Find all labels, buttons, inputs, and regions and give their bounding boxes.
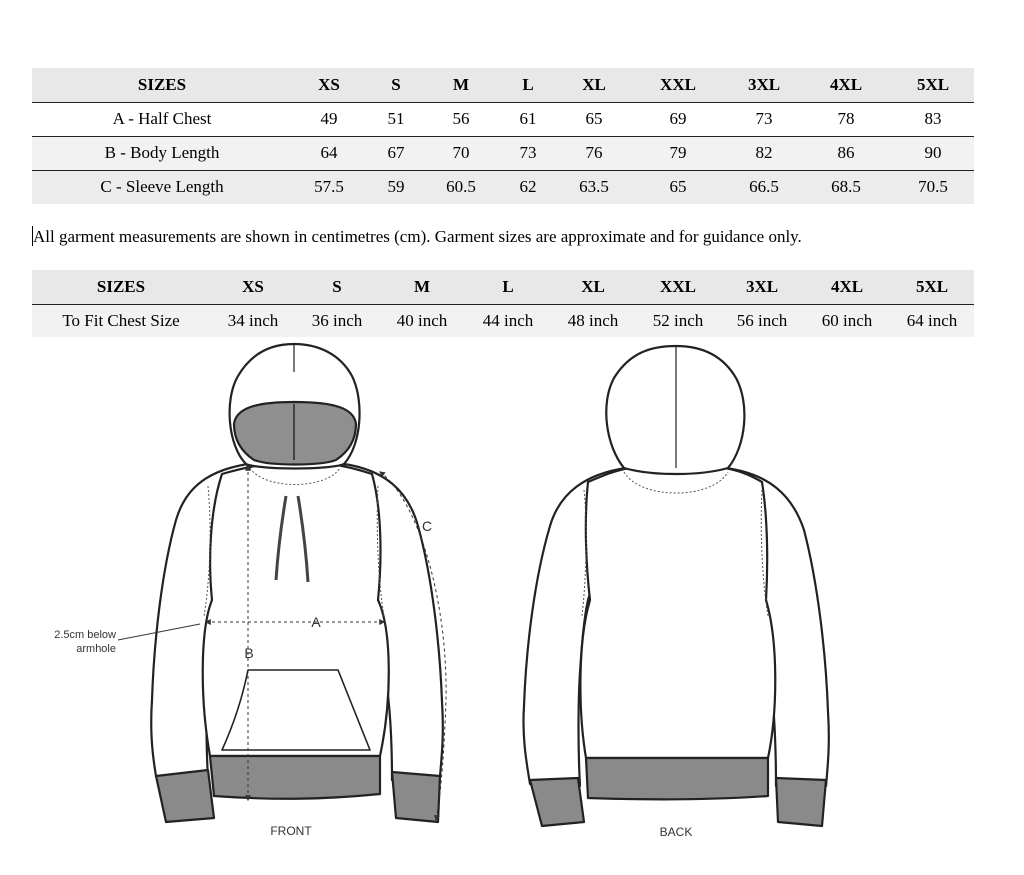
front-hoodie-illustration (151, 344, 443, 822)
garment-measurements-table (32, 68, 974, 204)
front-left-cuff (156, 770, 214, 822)
measurement-note (32, 226, 802, 247)
front-caption: FRONT (270, 824, 312, 838)
front-hood-lining (234, 402, 356, 465)
back-hoodie-illustration (523, 346, 828, 826)
table-cell: 60 inch (821, 310, 873, 330)
table-cell: 36 inch (311, 310, 363, 330)
size-header: 4XL (800, 68, 892, 102)
table-cell: 64 inch (906, 310, 958, 330)
table-row (32, 170, 974, 204)
table-cell: 63.5 (560, 170, 628, 204)
table-cell: 73 (755, 109, 773, 128)
row-label: B - Body Length (32, 136, 292, 170)
table-cell: 70 (426, 136, 496, 170)
table-cell: 34 inch (227, 310, 279, 330)
size-header: 3XL (728, 68, 800, 102)
table-cell: 56 (452, 109, 470, 128)
size-header: L (466, 270, 550, 304)
table-cell: 79 (628, 136, 728, 170)
table-cell: 78 (837, 109, 855, 128)
table-cell: 61 (519, 109, 537, 128)
size-header: 3XL (720, 270, 804, 304)
table-cell: 64 (292, 136, 366, 170)
table-cell: 66.5 (728, 170, 800, 204)
sizes-header: SIZES (32, 68, 292, 102)
size-header: 5XL (892, 68, 974, 102)
label-a: A (311, 614, 321, 630)
table-cell: 90 (892, 136, 974, 170)
back-waistband (586, 758, 768, 799)
table-cell: 59 (366, 170, 426, 204)
row-label: To Fit Chest Size (62, 310, 180, 330)
size-header: XS (210, 270, 296, 304)
size-header: XXL (628, 68, 728, 102)
table-cell: 40 inch (396, 310, 448, 330)
table-cell: 56 inch (736, 310, 788, 330)
table-row (32, 304, 974, 337)
table-cell: 76 (560, 136, 628, 170)
table-cell: 57.5 (292, 170, 366, 204)
table-cell: 48 inch (567, 310, 619, 330)
back-left-cuff (530, 778, 584, 826)
back-caption: BACK (659, 825, 693, 839)
size-header: L (496, 68, 560, 102)
table-cell: 82 (728, 136, 800, 170)
front-right-cuff (392, 772, 440, 822)
back-right-cuff (776, 778, 826, 826)
table-cell: 67 (366, 136, 426, 170)
size-header: M (426, 68, 496, 102)
front-body (203, 464, 389, 756)
size-header: XS (292, 68, 366, 102)
table-cell: 83 (924, 109, 942, 128)
table-cell: 68.5 (800, 170, 892, 204)
armhole-note-line1: 2.5cm below (54, 629, 116, 641)
fit-chest-size-table (32, 270, 974, 337)
back-hood (606, 346, 744, 474)
table-cell: 52 inch (652, 310, 704, 330)
row-label: C - Sleeve Length (32, 170, 292, 204)
size-header: XL (550, 270, 636, 304)
table-cell: 51 (387, 109, 405, 128)
table-cell: 70.5 (892, 170, 974, 204)
header-row (32, 270, 974, 304)
note-text: All garment measurements are shown in centimetres (cm). Garment sizes are approximate and for guidance only. (33, 227, 802, 246)
table-cell: 65 (585, 109, 603, 128)
label-c: C (421, 518, 433, 534)
table-cell: 86 (800, 136, 892, 170)
table-cell: 60.5 (426, 170, 496, 204)
size-header: S (366, 68, 426, 102)
armhole-note-line2: armhole (76, 643, 116, 655)
front-waistband (210, 756, 380, 799)
table-cell: 44 inch (482, 310, 534, 330)
table-cell: 65 (628, 170, 728, 204)
size-header: M (378, 270, 466, 304)
table-row (32, 102, 974, 136)
size-header: XXL (636, 270, 720, 304)
row-label: A - Half Chest (112, 109, 212, 128)
table-cell: 69 (669, 109, 687, 128)
table-cell: 49 (320, 109, 338, 128)
hoodie-measurement-diagram (0, 340, 1024, 870)
size-header: 5XL (890, 270, 974, 304)
header-row (32, 68, 974, 102)
table-cell: 73 (496, 136, 560, 170)
table-cell: 62 (496, 170, 560, 204)
size-header: S (296, 270, 378, 304)
size-header: 4XL (804, 270, 890, 304)
sizes-header: SIZES (32, 270, 210, 304)
label-b: B (244, 645, 254, 661)
table-row (32, 136, 974, 170)
size-header: XL (560, 68, 628, 102)
back-body (580, 468, 775, 758)
